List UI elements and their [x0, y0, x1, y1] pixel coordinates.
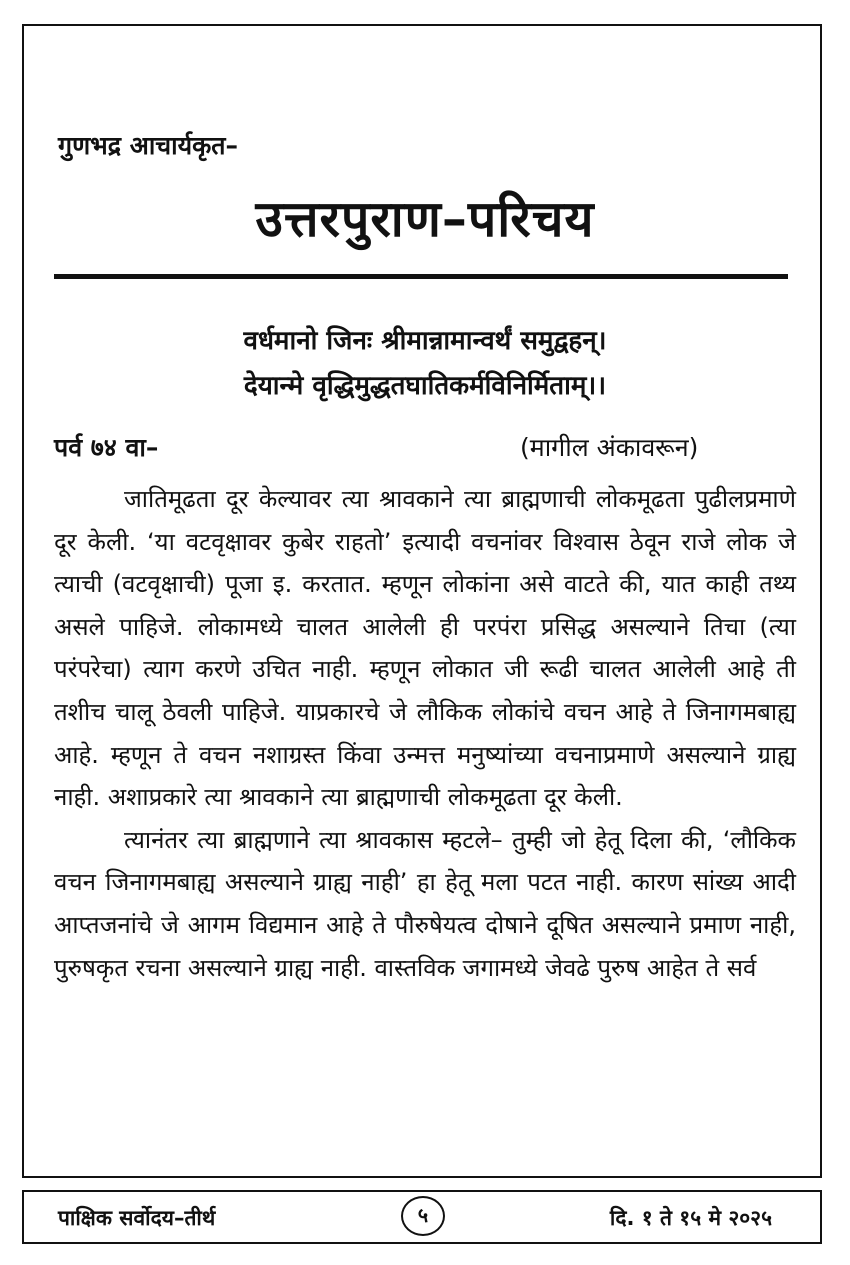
verse-line-2: देयान्मे वृद्धिमुद्धतघातिकर्मविनिर्मिताम्।।	[243, 371, 607, 401]
author-subtitle: गुणभद्र आचार्यकृत–	[58, 131, 239, 160]
issue-date: दि. १ ते १५ मे २०२५	[609, 1206, 772, 1230]
paragraph-1: जातिमूढता दूर केल्यावर त्या श्रावकाने त्या ब्राह्मणाची लोकमूढता पुढीलप्रमाणे दूर केली. ‘या वटवृक्षावर कुबेर राहतो’ इत्यादी वचनांवर विश्वास ठेवून राजे लोक जे त्याची (वटवृक्षाची) पूजा इ. करतात. म्हणून लोकांना असे वाटते की, यात काही तथ्य असले पाहिजे. लोकामध्ये चालत आलेली ही परपंरा प्रसिद्ध असल्याने तिचा (त्या परंपरेचा) त्याग करणे उचित नाही. म्हणून लोकात जी रूढी चालत आलेली आहे ती तशीच चालू ठेवली पाहिजे. याप्रकारचे जे लौकिक लोकांचे वचन आहे ते जिनागमबाह्य आहे. म्हणून ते वचन नशाग्रस्त किंवा उन्मत्त मनुष्यांच्या वचनाप्रमाणे असल्याने ग्राह्य नाही. अशाप्रकारे त्या श्रावकाने त्या ब्राह्मणाची लोकमूढता दूर केली.	[54, 485, 796, 812]
page-footer	[22, 1190, 822, 1244]
section-label: पर्व ७४ वा–	[54, 433, 159, 462]
title-divider	[54, 274, 788, 279]
page-number: ५	[401, 1196, 445, 1236]
continued-note: (मागील अंकावरून)	[520, 433, 699, 462]
page-title: उत्तरपुराण–परिचय	[255, 190, 595, 248]
publication-name: पाक्षिक सर्वोदय–तीर्थ	[58, 1206, 216, 1230]
article-body	[54, 478, 796, 989]
verse-line-1: वर्धमानो जिनः श्रीमान्नामान्वर्थं समुद्वहन्।	[243, 326, 607, 356]
paragraph-2: त्यानंतर त्या ब्राह्मणाने त्या श्रावकास म्हटले– तुम्ही जो हेतू दिला की, ‘लौकिक वचन जिनागमबाह्य असल्याने ग्राह्य नाही’ हा हेतू मला पटत नाही. कारण सांख्य आदी आप्तजनांचे जे आगम विद्यमान आहे ते पौरुषेयत्व दोषाने दूषित असल्याने प्रमाण नाही, पुरुषकृत रचना असल्याने ग्राह्य नाही. वास्तविक जगामध्ये जेवढे पुरुष आहेत ते सर्व	[54, 825, 796, 982]
